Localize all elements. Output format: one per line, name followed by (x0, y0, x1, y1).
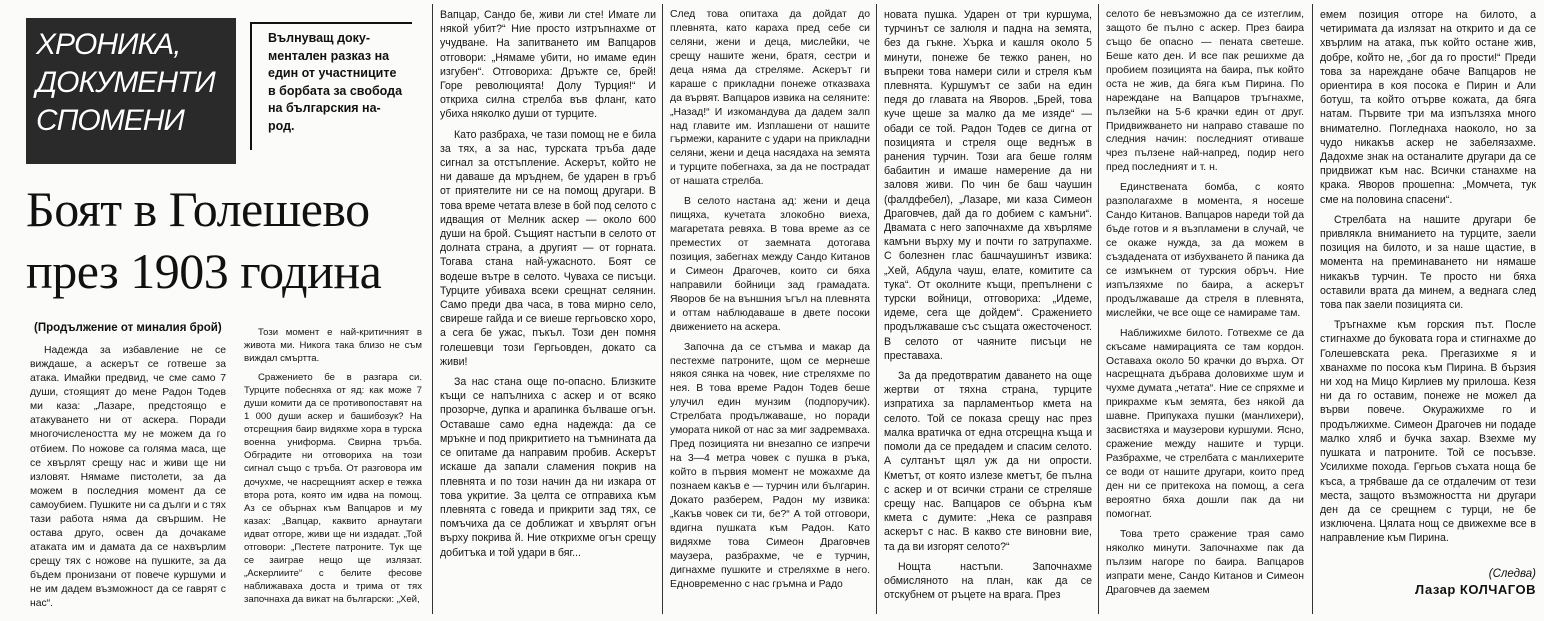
rubric-block (26, 18, 236, 164)
author-name: Лазар КОЛЧАГОВ (1415, 582, 1536, 597)
article-title (26, 178, 416, 302)
paragraph: новата пушка. Ударен от три куршума, турчинът се залюля и падна на земята, без да гъкне. Хърка и кашля около 5 минути, понеже бе тежко ранен, но въпреки това намери сили и стреля към плевнята. Куршумът се заби на един педя до главата на Яворов. „Брей, това куче щеше за малко да ме изяде“ — обади се той. Радон Тодев се дигна от позицията и стреля още веднъж в ранения турчин. Този ага беше голям бабаитин и имаше намерение да ни заловя живи. По чин бе баш чаушин (фалдфебел), „Лазаре, ми каза Симеон Драговчев, дай да го добием с камъни“. Двамата с него започнахме да хвърляме камъни върху му и почти го затрупахме. С болезнен глас башчаушинът извика: „Хей, Абдула чауш, елате, комитите са тука“. От околните къщи, препълнени с турски войници, отговориха: „Идеме, идеме, сега ще дойдем“. Сражението продължаваше със същата ожесточеност. В селото от чаяните писъци не преставаха. (884, 9, 1092, 362)
paragraph: Нощта настъпи. Започнахме обмисляното на план, как да се отскубнем от ръцете на врага. През (884, 560, 1092, 602)
paragraph: Сражението бе в разгара си. Турците побесняха от яд: как може 7 души комити да се противопоставят на 1 000 души аскер и башибозук? На отсрещния баир видяхме хора в турска военна униформа. Свирна тръба. Обградите ни отговориха на този сигнал също с тръба. От разговора им дочухме, че насрещният аскер е тежка втора рота, която им идва на помощ. Аз се обърнах към Вапцаров и му казах: „Вапцар, каквито арнаутаги идват отгоре, живи ще ни издадат. „Той отговори: „Пестете патроните. Тук ще се заиграе нещо ще излязат. „Аскерлиите“ с белите фесове наближаваха доста и трима от тях започнаха да викат на български: „Хей, (244, 372, 422, 605)
paragraph: След това опитаха да дойдат до плевнята, като караха пред себе си селяни, жени и деца, мислейки, че срещу нашите жени, братя, сестри и деца няма да стреляме. Аскерът ги караше с прикладни понеже отказваха да вървят. Вапцаров извика на селяните: „Назад!“ И изкомандува да дадем залп над главите им. Изплашени от нашите гърмежи, караните с удари на прикладни селяни, жени и деца насядаха на земята и турците побегнаха, за да не пострадат от нашата стрелба. (670, 9, 870, 188)
paragraph: Тръгнахме към горския път. После стигнахме до буковата гора и стигнахме до Голешевската река. Прегазихме я и хванахме по посока към Пирина. В бързия ни ход на Мицо Кирлиев му прилоша. Кезя ни да го оставим, понеже не можел да върви повече. Окуражихме го и продължихме. Симеон Драгочев ни подаде малко хляб и бучка захар. Взехме му пушката и патроните. Той се посъвзе. Усилихме похода. Гергьов съхата ноща бе къса, а трябваше да се отдалечим от тези места, защото възможността ни другари ден да се срещнем с турци, не бе изключена. Цялата нощ се движехме все в направление към Пирина. (1320, 319, 1536, 545)
rubric-line: СПОМЕНИ (36, 104, 184, 137)
column-6 (1106, 8, 1304, 597)
paragraph: Вапцар, Сандо бе, живи ли сте! Имате ли някой убит?“ Ние просто изтръпнахме от учудване. На запитването им Вапцаров отговори: „Нямаме убити, но имаме един изгубен“. Отговориха: Дръжте се, брей! Горе революцията! Долу Турция!“ И откриха силна стрелба във фланг, като убиха няколко души от турците. (440, 9, 656, 121)
title-line: през 1903 година (26, 243, 382, 299)
column-rule (1098, 4, 1099, 614)
signature-block (1392, 566, 1542, 598)
lead-line: ментален разказ на (268, 48, 390, 63)
rubric-line: ХРОНИКА, (36, 28, 181, 61)
column-2 (244, 326, 422, 606)
continued-note: (Продължение от миналия брой) (34, 322, 222, 334)
paragraph: Стрелбата на нашите другари бе привлякла вниманието на турците, заели позиция на билото, и за наше щастие, в момента на преминаването ни нямаше никакъв турчин. Те просто ни бяха оставили врата да минем, а веднага след това пак заели позицията си. (1320, 213, 1536, 312)
lead-box (250, 22, 412, 150)
paragraph: селото бе невъзможно да се изтеглим, защото бе пълно с аскер. През баира също бе опасно — пената светеше. Беше като ден. И все пак решихме да пробием позицията на баира, пък който оста не жив, да бяга към Пирина. По нареждане на Вапцаров тръгнахме, пълзейки на 5-6 крачки един от друг. Придвижването ни направо ставаше по следния начин: последният отиваше чрез пълзене най-напред, подир него пред последният и т. н. (1106, 9, 1304, 174)
column-rule (662, 4, 663, 614)
paragraph: Единствената бомба, с която разполагахме в момента, я носеше Сандо Китанов. Вапцаров нареди той да бъде готов и я възпламени в случай, че се окаже нужда, за да можем в създадената от избухването й паника да се измъкнем от турския обръч. Ние изпълзяхме по баира, а аскерът продължаваше да стреля в плевнята, мислейки, че все още се намираме там. (1106, 182, 1304, 319)
paragraph: В селото настана ад: жени и деца пищяха, кучетата злокобно виеха, магаретата ревяха. В това време аз се преместих от заемната дотогава позиция, забегнах между Сандо Китанов и Симеон Драгочев, които си бяха направили бойници зад грамадата. Яворов бе на външния ъгъл на плевнята и оттам наблюдаваше в двете посоки движението на аскера. (670, 196, 870, 333)
paragraph: Този момент е най-критичният в живота ми. Никога така близо не съм виждал смъртта. (244, 327, 422, 365)
paragraph: Като разбраха, че тази помощ не е била за тях, а за нас, турската тръба даде сигнал за отстъпление. Аскерът, който не ни даваше да мръднем, бе ударен в гръб от приятелите ни се на помощ другари. В това време четата влезе в бой под селото с идващия от Мелник аскер — около 600 души на брой. Същият настъпи в селото от долната страна, а другият — от горната. Тогава стана най-ужасното. Боят се водеше вътре в селото. Чуваха се писъци. Турците убиваха всеки срещнат селянин. Само преди два часа, в това мирно село, свиреше гайда и се виеше гергьовско хоро, а сега бе ужас, пъкъл. Този ден помня голешевци този Гергьовден, докато са живи! (440, 128, 656, 368)
rubric-line: ДОКУМЕНТИ (36, 66, 215, 99)
to-be-continued: (Следва) (1488, 568, 1536, 580)
column-4 (670, 8, 870, 591)
lead-line: Вълнуващ доку- (268, 31, 371, 45)
paragraph: Това трето сражение трая само няколко минути. Започнахме пак да пълзим нагоре по баира. Вапцаров изпрати мене, Сандо Китанов и Симеон Драговчев да заемем (1106, 528, 1304, 596)
lead-line: род. (268, 118, 295, 133)
lead-line: в борбата за свобода (268, 83, 403, 98)
paragraph: За да предотвратим даването на още жертви от тяхна страна, турците изпратиха за парламентьор кмета на селото. Той се показа срещу нас през малка вратичка от една отсрещна къща и помоли да се предадем и спасим селото. А султанът щял уж да ни опрости. Кметът, от която излезе кметът, бе пълна с аскер и от всички страни се стреляше срещу нас. Вапцаров се обърна към кмета с думите: „Нека се разправя аскерът с нас. В какво сте виновни вие, та да ви изгорят селото?“ (884, 370, 1092, 553)
lead-line: един от участниците (268, 66, 397, 80)
title-line: Боят в Голешево (26, 181, 370, 237)
column-rule (876, 4, 877, 614)
column-7 (1320, 8, 1536, 546)
column-rule (432, 4, 433, 614)
column-3 (440, 8, 656, 560)
column-1 (30, 344, 226, 611)
paragraph: емем позиция отгоре на билото, а четиримата да излязат на открито и да се хвърлим на атака, пък който остане жив, добре, който не, „бог да го прости!“ Преди това за нареждане обаче Вапцаров не ориентира в коя посока е Пирин и Али ботуш, та който отърве кожата, да бяга натам. Първите три ма изпълзяха много внимателно. Погледнаха наоколо, но за чудо никакъв аскер не забелязахме. Дадохме знак на останалите другари да се придвижат към нас. Всички станахме на крака. Яворов прошепна: „Момчета, тук сме на половина спасени“. (1320, 9, 1536, 206)
lead-line: на българския на- (268, 101, 381, 115)
paragraph: Започна да се стъмва и макар да пестехме патроните, щом се мернеше някоя сянка на човек, ние стреляхме по нея. В това време Радон Тодев беше улучил един мунзим (подпоручик). Стрелбата продължаваше, но поради умората никой от нас за миг задремваха. Пред позицията ни внезапно се изпречи на 3—4 метра човек с пушка в ръка, който в първия момент не можахме да познаем какъв е — турчин или българин. Докато разберем, Радон му извика: „Какъв човек си ти, бе?“ А той отговори, вдигна пушката към Радон. Като видяхме това Симеон Драговчев маузера, разбрахме, че е турчин, дигнахме пушките и стреляхме в него. Едновременно с нас гръмна и Радо (670, 341, 870, 590)
column-rule (1312, 4, 1313, 614)
paragraph: Наближихме билото. Готвехме се да скъсаме намирацията се там кордон. Оставаха около 50 крачки до върха. От насрещната дъбрава доловихме шум и чухме думата „четата“. Ние се спряхме и прикрахме към земята, без някой да шавне. Припукаха пушки (манлихери), засвистяха и маузерови куршуми. Ясно, сражение между нашите и турци. Разбрахме, че стрелбата с манлихерите се води от нашите другари, които пред ден ни се притекоха на помощ, а сега вероятно бяха дошли пак да ни помогнат. (1106, 327, 1304, 520)
paragraph: За нас стана още по-опасно. Близките къщи се напълниха с аскер и от всяко прозорче, дупка и арапинка бълваше огън. Оставаше само една надежда: да се мръкне и под прикритието на тъмнината да се опитаме да направим пробив. Аскерът искаше да запали сламения покрив на плевнята и по този начин да ни изкара от това укритие. За целта се отправиха към плевнята с говеда и прикрити зад тях, се помъчиха да се доближат и хвърлят огън върху покрива й. Ние открихме огън срещу добитъка и той удари в бяг... (440, 376, 656, 559)
column-5 (884, 8, 1092, 602)
paragraph: Надежда за избавление не се виждаше, а аскерът се готвеше за атака. Имайки предвид, че сме само 7 души, стоящият до мене Радон Тодев ми каза: „Лазаре, предстоящо е атакуването ни от аскера. Поради многочислеността му не можем да го отбием. По ножове са голяма маса, ще се хвърлят срещу нас и живи ще ни изловят. Нямаме пистолети, за да можем в последния момент да се самоубием. Пушките ни са дълги и с тях тази работа няма да свършим. Не остава друго, освен да дочакаме атаката им и дамата да се нахвърлим срещу тях с ножове на пушките, за да бъдем пронизани от повече куршуми и не им дадем възможност да се гаврят с нас“. (30, 345, 226, 610)
